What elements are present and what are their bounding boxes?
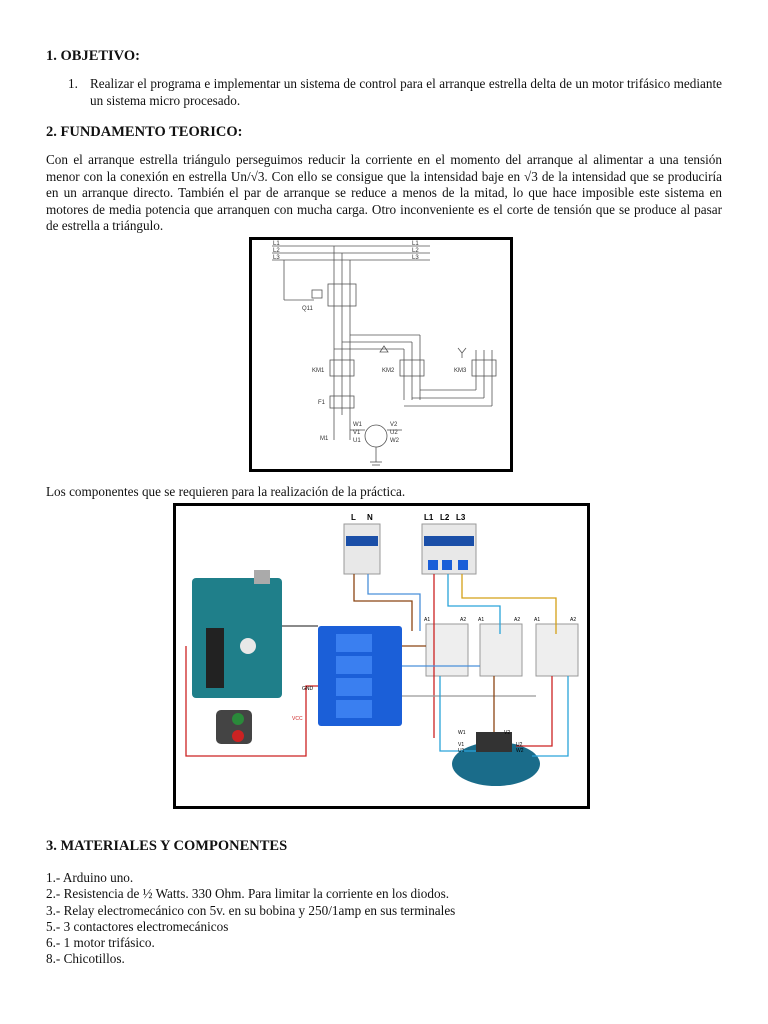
- terminal-label: V1: [353, 430, 361, 436]
- list-item: [68, 76, 722, 109]
- terminal-label: V2: [390, 422, 398, 428]
- coil-label: A1: [478, 617, 485, 623]
- motor-terminal-label: U1: [458, 748, 465, 754]
- contactor: [426, 624, 468, 676]
- list-item: 5.- 3 contactores electromecánicos: [46, 918, 229, 934]
- terminal-label: W1: [353, 422, 362, 428]
- line-label: L2: [273, 248, 280, 254]
- terminal-label: W2: [390, 438, 399, 444]
- section-1-heading: 1. OBJETIVO:: [46, 48, 140, 64]
- section-2-heading: 2. FUNDAMENTO TEORICO:: [46, 124, 243, 140]
- contactor: [536, 624, 578, 676]
- theory-paragraph: Con el arranque estrella triángulo perseguimos reducir la corriente en el momento del arranque al alimentar a una tensión menor con la conexión en estrella Un/√3. Con ello se consigue que la intensidad baje en √3 de la intensidad que se produciría en un arranque directo. También el par de arranque se reduce a menos de la mitad, lo que hace imposible este sistema en motores de media potencia que arranquen con mucha carga. Otro inconveniente es el corte de tensión que se produce al pasar de estrella a triángulo.: [46, 152, 722, 233]
- components-intro: Los componentes que se requieren para la realización de la práctica.: [46, 484, 406, 499]
- line-label: L3: [273, 255, 280, 261]
- breaker-label: L1: [424, 513, 434, 522]
- motor-terminal-label: V1: [458, 742, 465, 748]
- breaker-single-label-band: [346, 536, 378, 546]
- schematic-drawing: [252, 240, 510, 469]
- line-label: L1: [273, 241, 280, 247]
- objective-list: [68, 76, 722, 109]
- wiring-diagram: [173, 503, 590, 809]
- contactor-label: KM2: [382, 368, 395, 374]
- line-label: L3: [412, 255, 419, 261]
- breaker-label: L2: [440, 513, 450, 522]
- breaker-label: L3: [456, 513, 466, 522]
- section-3-heading: 3. MATERIALES Y COMPONENTES: [46, 838, 288, 854]
- terminal-label: U2: [390, 430, 398, 436]
- list-item: 6.- 1 motor trifásico.: [46, 935, 155, 951]
- coil-label: A2: [460, 617, 467, 623]
- motor-terminal-label: V2: [504, 730, 511, 736]
- breaker-label: N: [367, 513, 373, 522]
- coil-label: A2: [570, 617, 577, 623]
- contactor-label: KM3: [454, 368, 467, 374]
- motor-terminal-label: W2: [516, 748, 524, 754]
- relay-label: F1: [318, 400, 326, 406]
- list-item: 2.- Resistencia de ½ Watts. 330 Ohm. Para limitar la corriente en los diodos.: [46, 886, 450, 902]
- list-item: 1.- Arduino uno.: [46, 870, 134, 885]
- list-item: 3.- Relay electromecánico con 5v. en su bobina y 250/1amp en sus terminales: [46, 902, 456, 918]
- vcc-label: VCC: [292, 716, 303, 722]
- list-item-number: 1.: [68, 76, 78, 91]
- coil-label: A1: [424, 617, 431, 623]
- wiring-drawing: [176, 506, 587, 806]
- star-delta-schematic: [249, 237, 513, 472]
- motor-terminal-label: W1: [458, 730, 466, 736]
- breaker-three-label-band: [424, 536, 474, 546]
- breaker-single: [344, 524, 380, 574]
- arduino-board: [192, 578, 282, 698]
- breaker-label: L: [351, 513, 356, 522]
- contactor: [480, 624, 522, 676]
- contactor-label: KM1: [312, 368, 325, 374]
- coil-label: A1: [534, 617, 541, 623]
- list-item-text: Realizar el programa e implementar un sistema de control para el arranque estrella delta de un motor trifásico mediante un sistema micro procesado.: [90, 76, 722, 108]
- terminal-label: U1: [353, 438, 361, 444]
- breaker-label: Q11: [302, 306, 313, 312]
- materials-list: [46, 870, 455, 968]
- motor-label: M1: [320, 436, 329, 442]
- motor-terminal-label: U2: [516, 742, 523, 748]
- gnd-label: GND: [302, 686, 314, 692]
- line-label: L2: [412, 248, 419, 254]
- coil-label: A2: [514, 617, 521, 623]
- list-item: 8.- Chicotillos.: [46, 951, 125, 967]
- line-label: L1: [412, 241, 419, 247]
